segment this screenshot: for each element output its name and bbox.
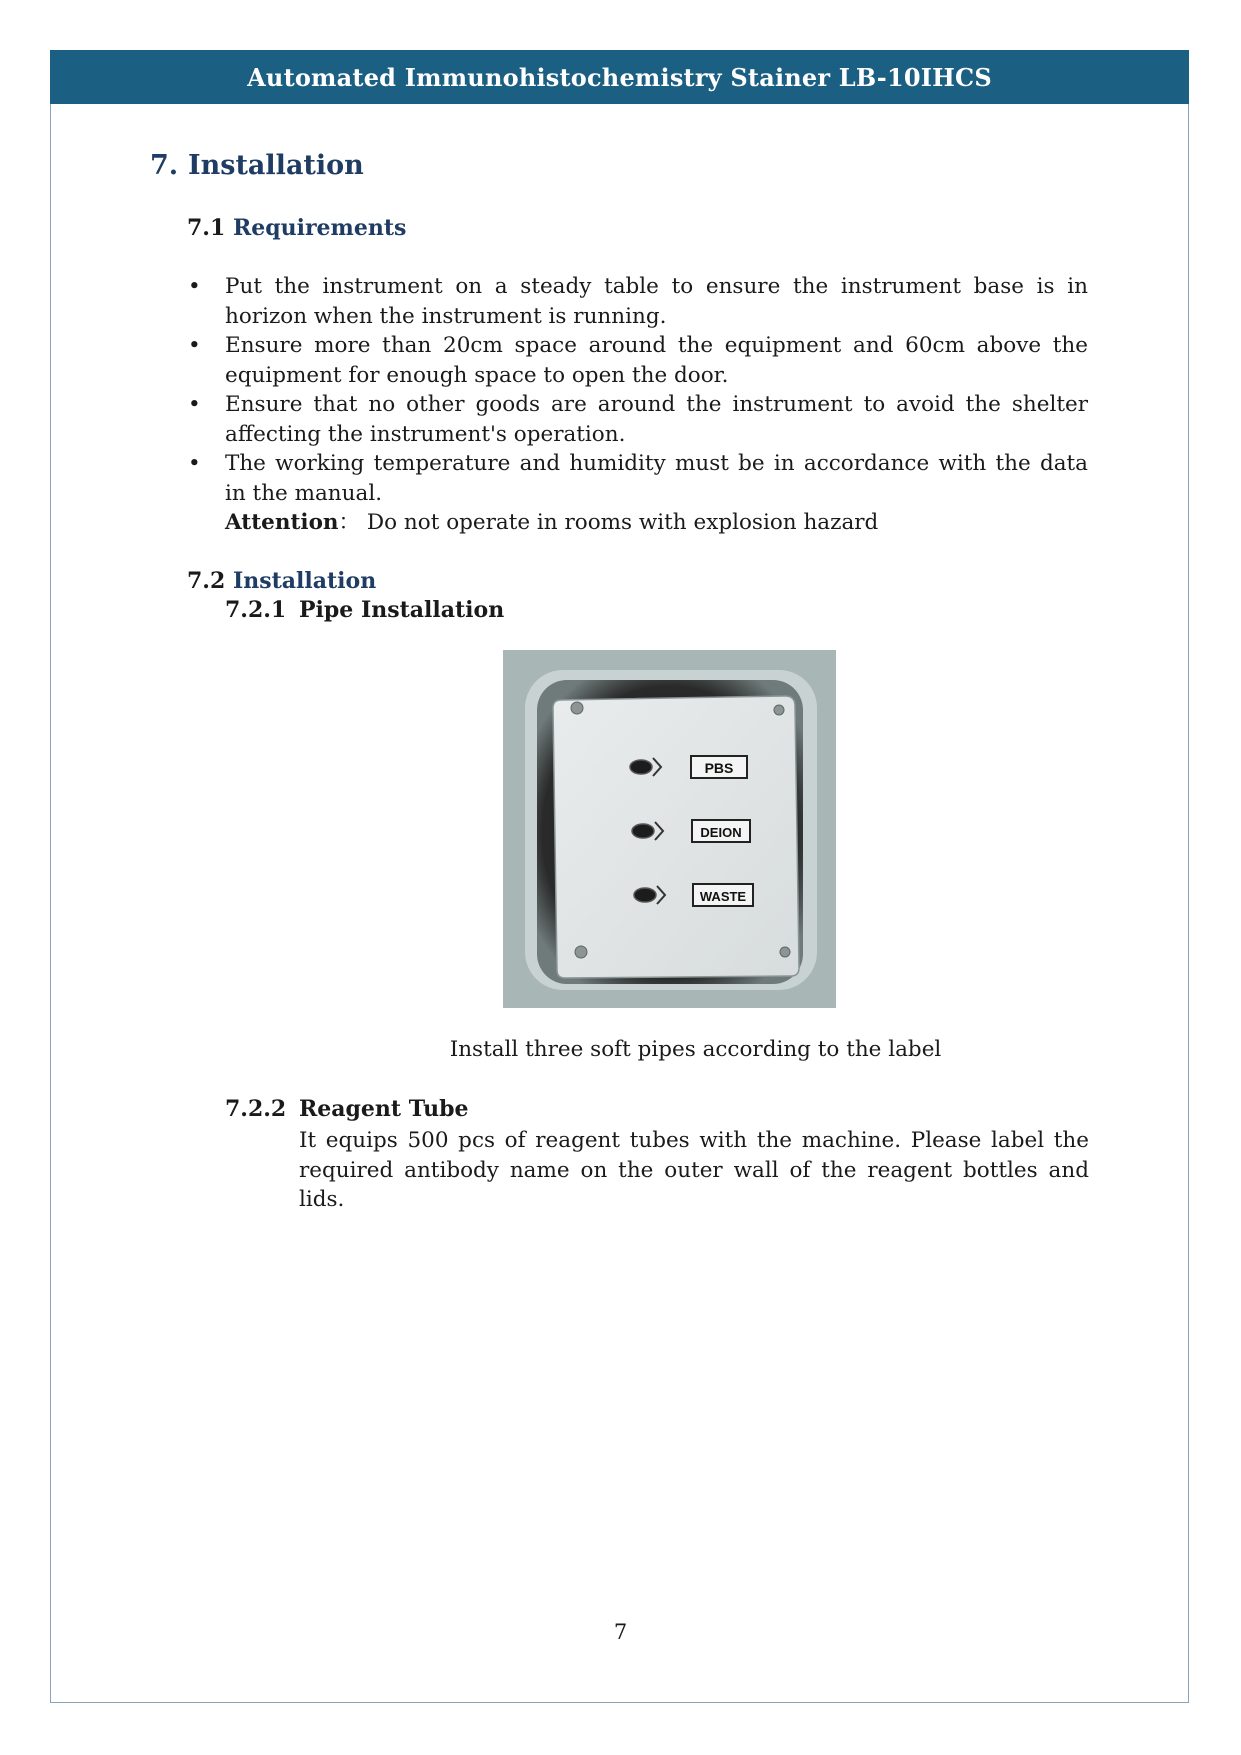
subsubsection-number: 7.2.2 [225,1096,287,1122]
list-item: • Ensure more than 20cm space around the equipment and 60cm above the equipment for enough space to open the door. [188,333,1088,388]
subsubsection-title: Pipe Installation [299,597,505,623]
panel-illustration [503,650,836,1008]
reagent-paragraph: It equips 500 pcs of reagent tubes with the machine. Please label the required antibody name on the outer wall of the reagent bottles and lids. [299,1128,1089,1212]
page-number: 7 [613,1620,628,1644]
section-heading [150,150,364,181]
document-header [50,50,1189,104]
requirements-list [188,272,1088,508]
attention-label: Attention [225,510,339,535]
subsection-title: Requirements [232,215,407,241]
subsection-heading-requirements [187,215,406,241]
section-number: 7. [150,150,179,181]
label-waste: WASTE [699,889,747,904]
subsubsection-heading-pipe [225,597,504,623]
label-deion: DEION [700,825,742,840]
list-item: • Put the instrument on a steady table to ensure the instrument base is in horizon when the instrument is running. [188,274,1088,329]
subsection-heading-installation [187,568,376,594]
attention-note [225,505,878,536]
figure-caption: Install three soft pipes according to the label [449,1037,942,1062]
section-title: Installation [188,150,364,181]
list-item: • Ensure that no other goods are around the instrument to avoid the shelter affecting the instrument's operation. [188,392,1088,447]
label-pbs: PBS [704,760,734,776]
subsubsection-heading-reagent [225,1096,468,1122]
subsubsection-title: Reagent Tube [299,1096,469,1122]
list-item: • The working temperature and humidity must be in accordance with the data in the manual. [188,451,1088,506]
subsection-number: 7.2 [187,568,226,594]
attention-text: Do not operate in rooms with explosion hazard [366,510,879,535]
subsection-number: 7.1 [187,215,226,241]
subsection-title: Installation [232,568,377,594]
subsubsection-number: 7.2.1 [225,597,287,623]
attention-separator: ： [338,510,361,535]
pipe-connector-panel-image [503,650,836,1008]
document-title: Automated Immunohistochemistry Stainer LB-10IHCS [247,62,992,92]
